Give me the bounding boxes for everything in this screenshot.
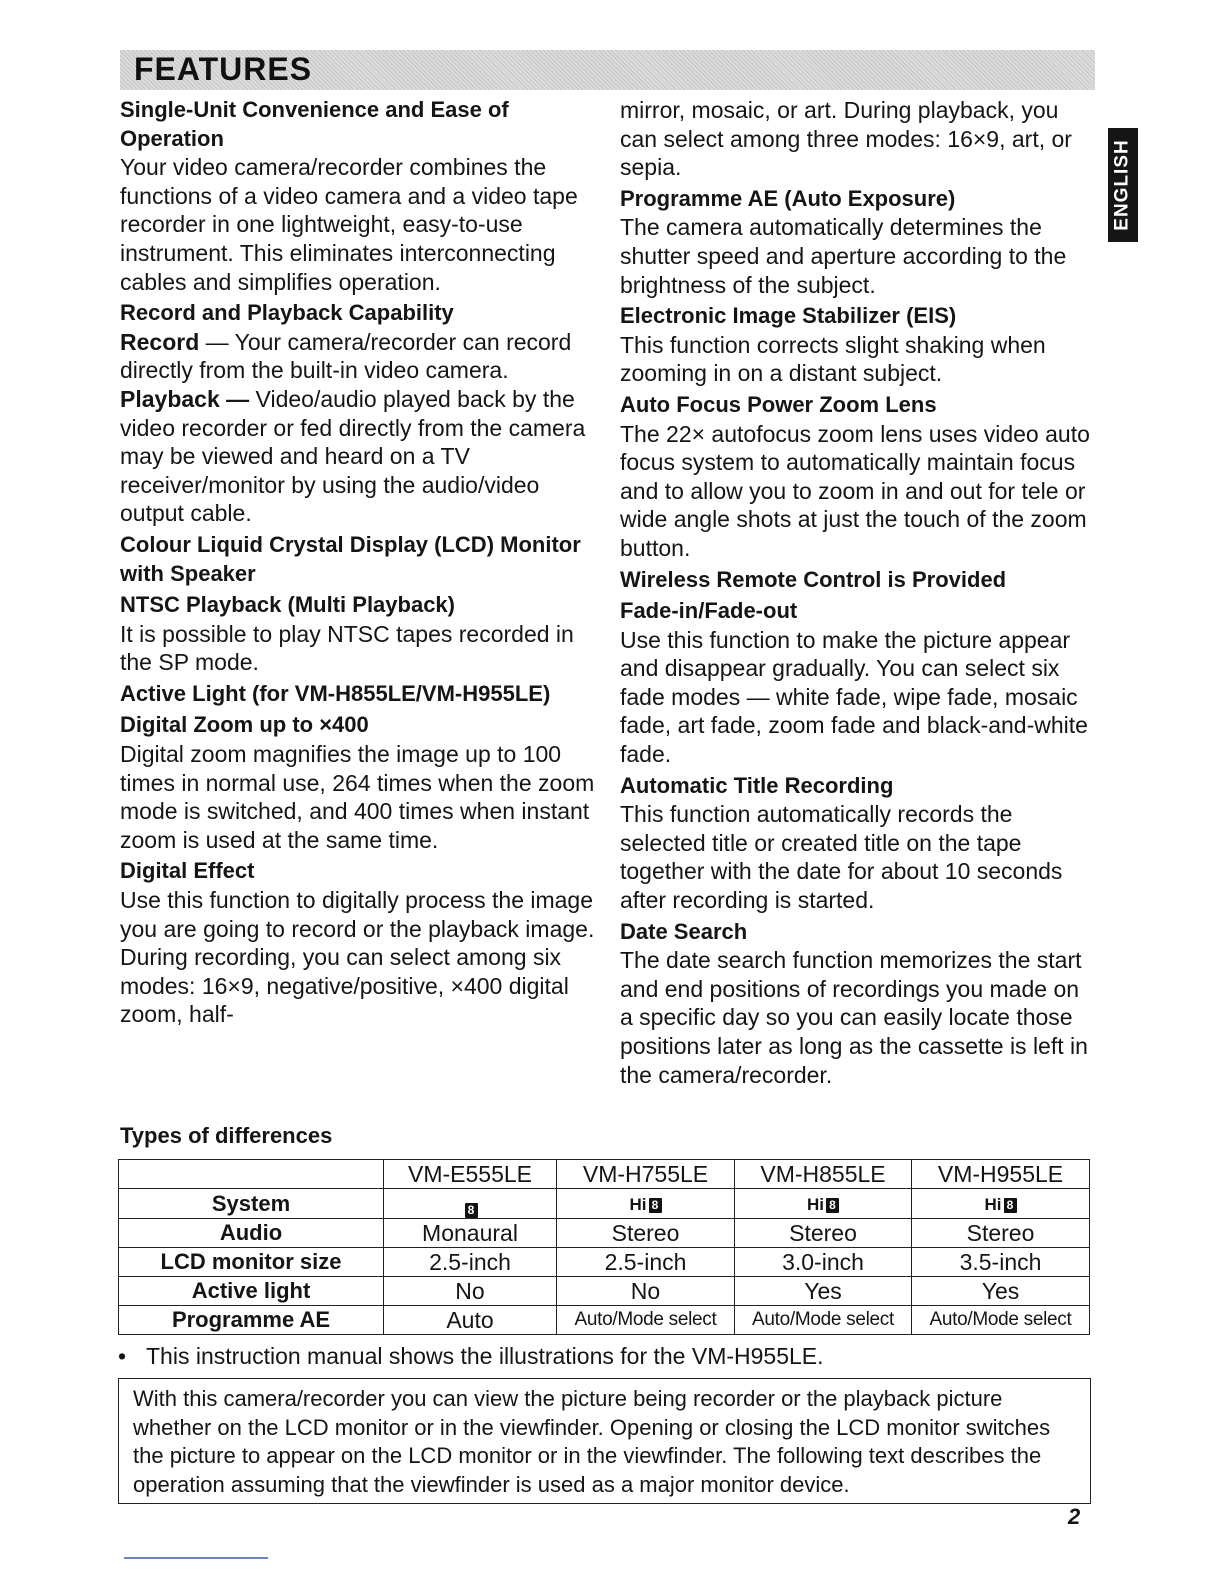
- table-cell: 3.0-inch: [735, 1248, 912, 1277]
- left-heading: Colour Liquid Crystal Display (LCD) Monitor with Speaker: [120, 531, 581, 586]
- right-paragraph: The camera automatically determines the shutter speed and aperture according to the brightness of the subject.: [620, 214, 1067, 298]
- section-title: FEATURES: [134, 51, 313, 87]
- format-mark: 8: [649, 1198, 662, 1213]
- row-label: System: [119, 1189, 384, 1219]
- table-cell: Yes: [912, 1277, 1090, 1306]
- table-cell: 2.5-inch: [557, 1248, 735, 1277]
- left-lead-paragraph: [120, 328, 598, 385]
- system-format-cell: [735, 1189, 912, 1219]
- row-label: Active light: [119, 1277, 384, 1306]
- video8-format-icon: [807, 1192, 839, 1218]
- right-heading: Date Search: [620, 918, 748, 944]
- right-heading: Electronic Image Stabilizer (EIS): [620, 303, 957, 329]
- table-cell: No: [384, 1277, 557, 1306]
- right-column: [620, 96, 1092, 1089]
- note-bullet: •: [118, 1343, 127, 1369]
- model-header-vm-h755le: VM-H755LE: [557, 1160, 735, 1189]
- video8-format-icon: [985, 1192, 1017, 1218]
- table-row-programme-ae: [119, 1306, 1090, 1335]
- table-cell: No: [557, 1277, 735, 1306]
- left-heading: Digital Effect: [120, 858, 255, 884]
- format-mark: 8: [465, 1203, 478, 1218]
- table-row-audio: [119, 1219, 1090, 1248]
- language-tab-label: ENGLISH: [1112, 139, 1134, 231]
- lead-term: Record: [120, 328, 200, 355]
- language-tab: [1108, 128, 1138, 242]
- left-column: [120, 96, 598, 1029]
- right-paragraph: The date search function memorizes the start and end positions of recordings you made on a specific day so you can easily locate those positions later as long as the cassette is left in the camera/recorder.: [620, 947, 1088, 1088]
- table-cell: 2.5-inch: [384, 1248, 557, 1277]
- note-text: This instruction manual shows the illustrations for the VM-H955LE.: [146, 1343, 824, 1369]
- row-label: Audio: [119, 1219, 384, 1248]
- row-label: Programme AE: [119, 1306, 384, 1335]
- lead-text: — Your camera/recorder can record directly from the built-in video camera.: [120, 328, 572, 384]
- left-paragraph: Digital zoom magnifies the image up to 100 times in normal use, 264 times when the zoom mode is switched, and 400 times when instant zoom is used at the same time.: [120, 741, 595, 853]
- left-paragraph: Your video camera/recorder combines the functions of a video camera and a video tape recorder in one lightweight, easy-to-use instrument. This eliminates interconnecting cables and simplifies operation.: [120, 154, 578, 295]
- right-paragraph: This function automatically records the selected title or created title on the tape together with the date for about 10 seconds after recording is started.: [620, 801, 1063, 914]
- table-cell: Yes: [735, 1277, 912, 1306]
- table-title: Types of differences: [120, 1123, 333, 1148]
- left-paragraph: Use this function to digitally process the image you are going to record or the playback image. During recording, you can select among six modes: 16×9, negative/positive, ×400 digital zoom, half-: [120, 887, 595, 1028]
- format-mark: 8: [826, 1198, 839, 1213]
- right-paragraph: This function corrects slight shaking when zooming in on a distant subject.: [620, 331, 1046, 387]
- right-paragraph: Use this function to make the picture appear and disappear gradually. You can select six fade modes — white fade, wipe fade, mosaic fade, art fade, zoom fade and black-and-white fade.: [620, 626, 1088, 768]
- left-lead-paragraph: [120, 385, 598, 528]
- video8-format-icon: [463, 1203, 478, 1218]
- table-cell: Auto/Mode select: [735, 1306, 912, 1335]
- hi-label: Hi: [984, 1195, 1002, 1214]
- lead-text: Video/audio played back by the video recorder or fed directly from the camera may be viewed and heard on a TV receiver/monitor by using the audio/video output cable.: [120, 385, 586, 527]
- system-format-cell: [557, 1189, 735, 1219]
- right-heading: Wireless Remote Control is Provided: [620, 566, 1007, 592]
- model-header-vm-h955le: VM-H955LE: [912, 1160, 1090, 1189]
- table-cell: Auto/Mode select: [912, 1306, 1090, 1335]
- model-differences-table: [118, 1159, 1090, 1335]
- hi-label: Hi: [807, 1195, 824, 1214]
- right-paragraph: mirror, mosaic, or art. During playback, you can select among three modes: 16×9, art, or sepia.: [620, 97, 1072, 181]
- left-paragraph: It is possible to play NTSC tapes recorded in the SP mode.: [120, 620, 574, 676]
- video8-format-icon: [630, 1192, 662, 1218]
- table-row-system: [119, 1189, 1090, 1219]
- info-box: With this camera/recorder you can view the picture being recorder or the playback picture whether on the LCD monitor or in the viewfinder. Opening or closing the LCD monitor switches the picture to appear on the LCD monitor or in the viewfinder. The following text describes the operation assuming that the viewfinder is used as a major monitor device.: [118, 1378, 1091, 1504]
- table-cell: Monaural: [384, 1219, 557, 1248]
- bottom-rule: [124, 1557, 268, 1559]
- section-header-bar: [120, 50, 1095, 90]
- right-paragraph: The 22× autofocus zoom lens uses video auto focus system to automatically maintain focus and to allow you to zoom in and out for tele or wide angle shots at just the touch of the zoom button.: [620, 420, 1090, 561]
- left-heading: Active Light (for VM-H855LE/VM-H955LE): [120, 680, 551, 706]
- table-cell: Auto: [384, 1306, 557, 1335]
- table-header-row: [119, 1160, 1090, 1189]
- model-header-vm-e555le: VM-E555LE: [384, 1160, 557, 1189]
- page-number: 2: [1068, 1504, 1081, 1529]
- table-row-lcd-monitor-size: [119, 1248, 1090, 1277]
- system-format-cell: [384, 1189, 557, 1219]
- table-cell: Stereo: [557, 1219, 735, 1248]
- table-cell: Stereo: [912, 1219, 1090, 1248]
- lead-term: Playback —: [120, 385, 250, 412]
- left-heading: Single-Unit Convenience and Ease of Operation: [120, 97, 509, 151]
- right-heading: Programme AE (Auto Exposure): [620, 185, 956, 211]
- right-heading: Automatic Title Recording: [620, 772, 894, 798]
- table-corner-cell: [119, 1160, 384, 1189]
- system-format-cell: [912, 1189, 1090, 1219]
- table-cell: Stereo: [735, 1219, 912, 1248]
- right-heading: Fade-in/Fade-out: [620, 598, 798, 624]
- table-cell: Auto/Mode select: [557, 1306, 735, 1335]
- model-header-vm-h855le: VM-H855LE: [735, 1160, 912, 1189]
- left-heading: NTSC Playback (Multi Playback): [120, 592, 455, 618]
- row-label: LCD monitor size: [119, 1248, 384, 1277]
- note-line: [118, 1343, 824, 1370]
- format-mark: 8: [1004, 1198, 1017, 1213]
- left-heading: Digital Zoom up to ×400: [120, 712, 369, 738]
- left-heading: Record and Playback Capability: [120, 300, 454, 326]
- table-row-active-light: [119, 1277, 1090, 1306]
- table-cell: 3.5-inch: [912, 1248, 1090, 1277]
- hi-label: Hi: [629, 1195, 647, 1214]
- right-heading: Auto Focus Power Zoom Lens: [620, 391, 937, 417]
